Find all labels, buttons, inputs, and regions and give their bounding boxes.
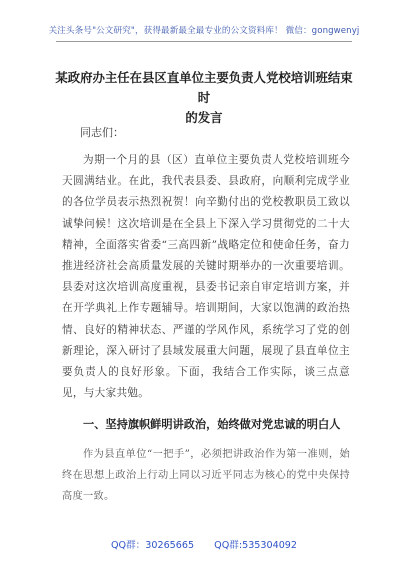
footer-contact xyxy=(0,537,408,551)
document-title-line-2: 的发言 xyxy=(185,110,223,125)
header-divider xyxy=(56,41,352,42)
footer-qq-group-1: QQ群：30265665 xyxy=(110,540,195,551)
section-heading: 一、坚持旗帜鲜明讲政治，始终做对党忠诚的明白人 xyxy=(83,418,341,431)
header-banner: 关注头条号"公文研究"，获得最新最全最专业的公文资料库！ 微信：gongwenyj xyxy=(48,26,360,36)
document-title xyxy=(52,68,356,128)
salutation: 同志们： xyxy=(80,126,124,139)
section-paragraph: 作为县直单位“一把手”，必须把讲政治作为第一准则，始终在思想上政治上行动上同以习近平同志为核心的党中央保持高度一致。 xyxy=(62,449,350,502)
footer-qq-group-2: QQ群:535304092 xyxy=(214,540,298,551)
body-paragraph: 为期一个月的县（区）直单位主要负责人党校培训班今天圆满结业。在此，我代表县委、县政府，向顺利完成学业的各位学员表示热烈祝贺！向辛勤付出的党校教职员工致以诚挚问候！这次培训是在全县上下深入学习贯彻党的二十大精神，全面落实省委“三高四新”战略定位和使命任务，奋力推进经济社会高质量发展的关键时期举办的一次重要培训。县委对这次培训高度重视，县委书记亲自审定培训方案，并在开学典礼上作专题辅导。培训期间，大家以饱满的政治热情、良好的精神状态、严谨的学风作风，系统学习了党的创新理论，深入研讨了县域发展重大问题，展现了县直单位主要负责人的良好形象。下面，我结合工作实际，谈三点意见，与大家共勉。 xyxy=(62,154,350,400)
document-title-line-1: 某政府办主任在县区直单位主要负责人党校培训班结束时 xyxy=(55,70,353,105)
